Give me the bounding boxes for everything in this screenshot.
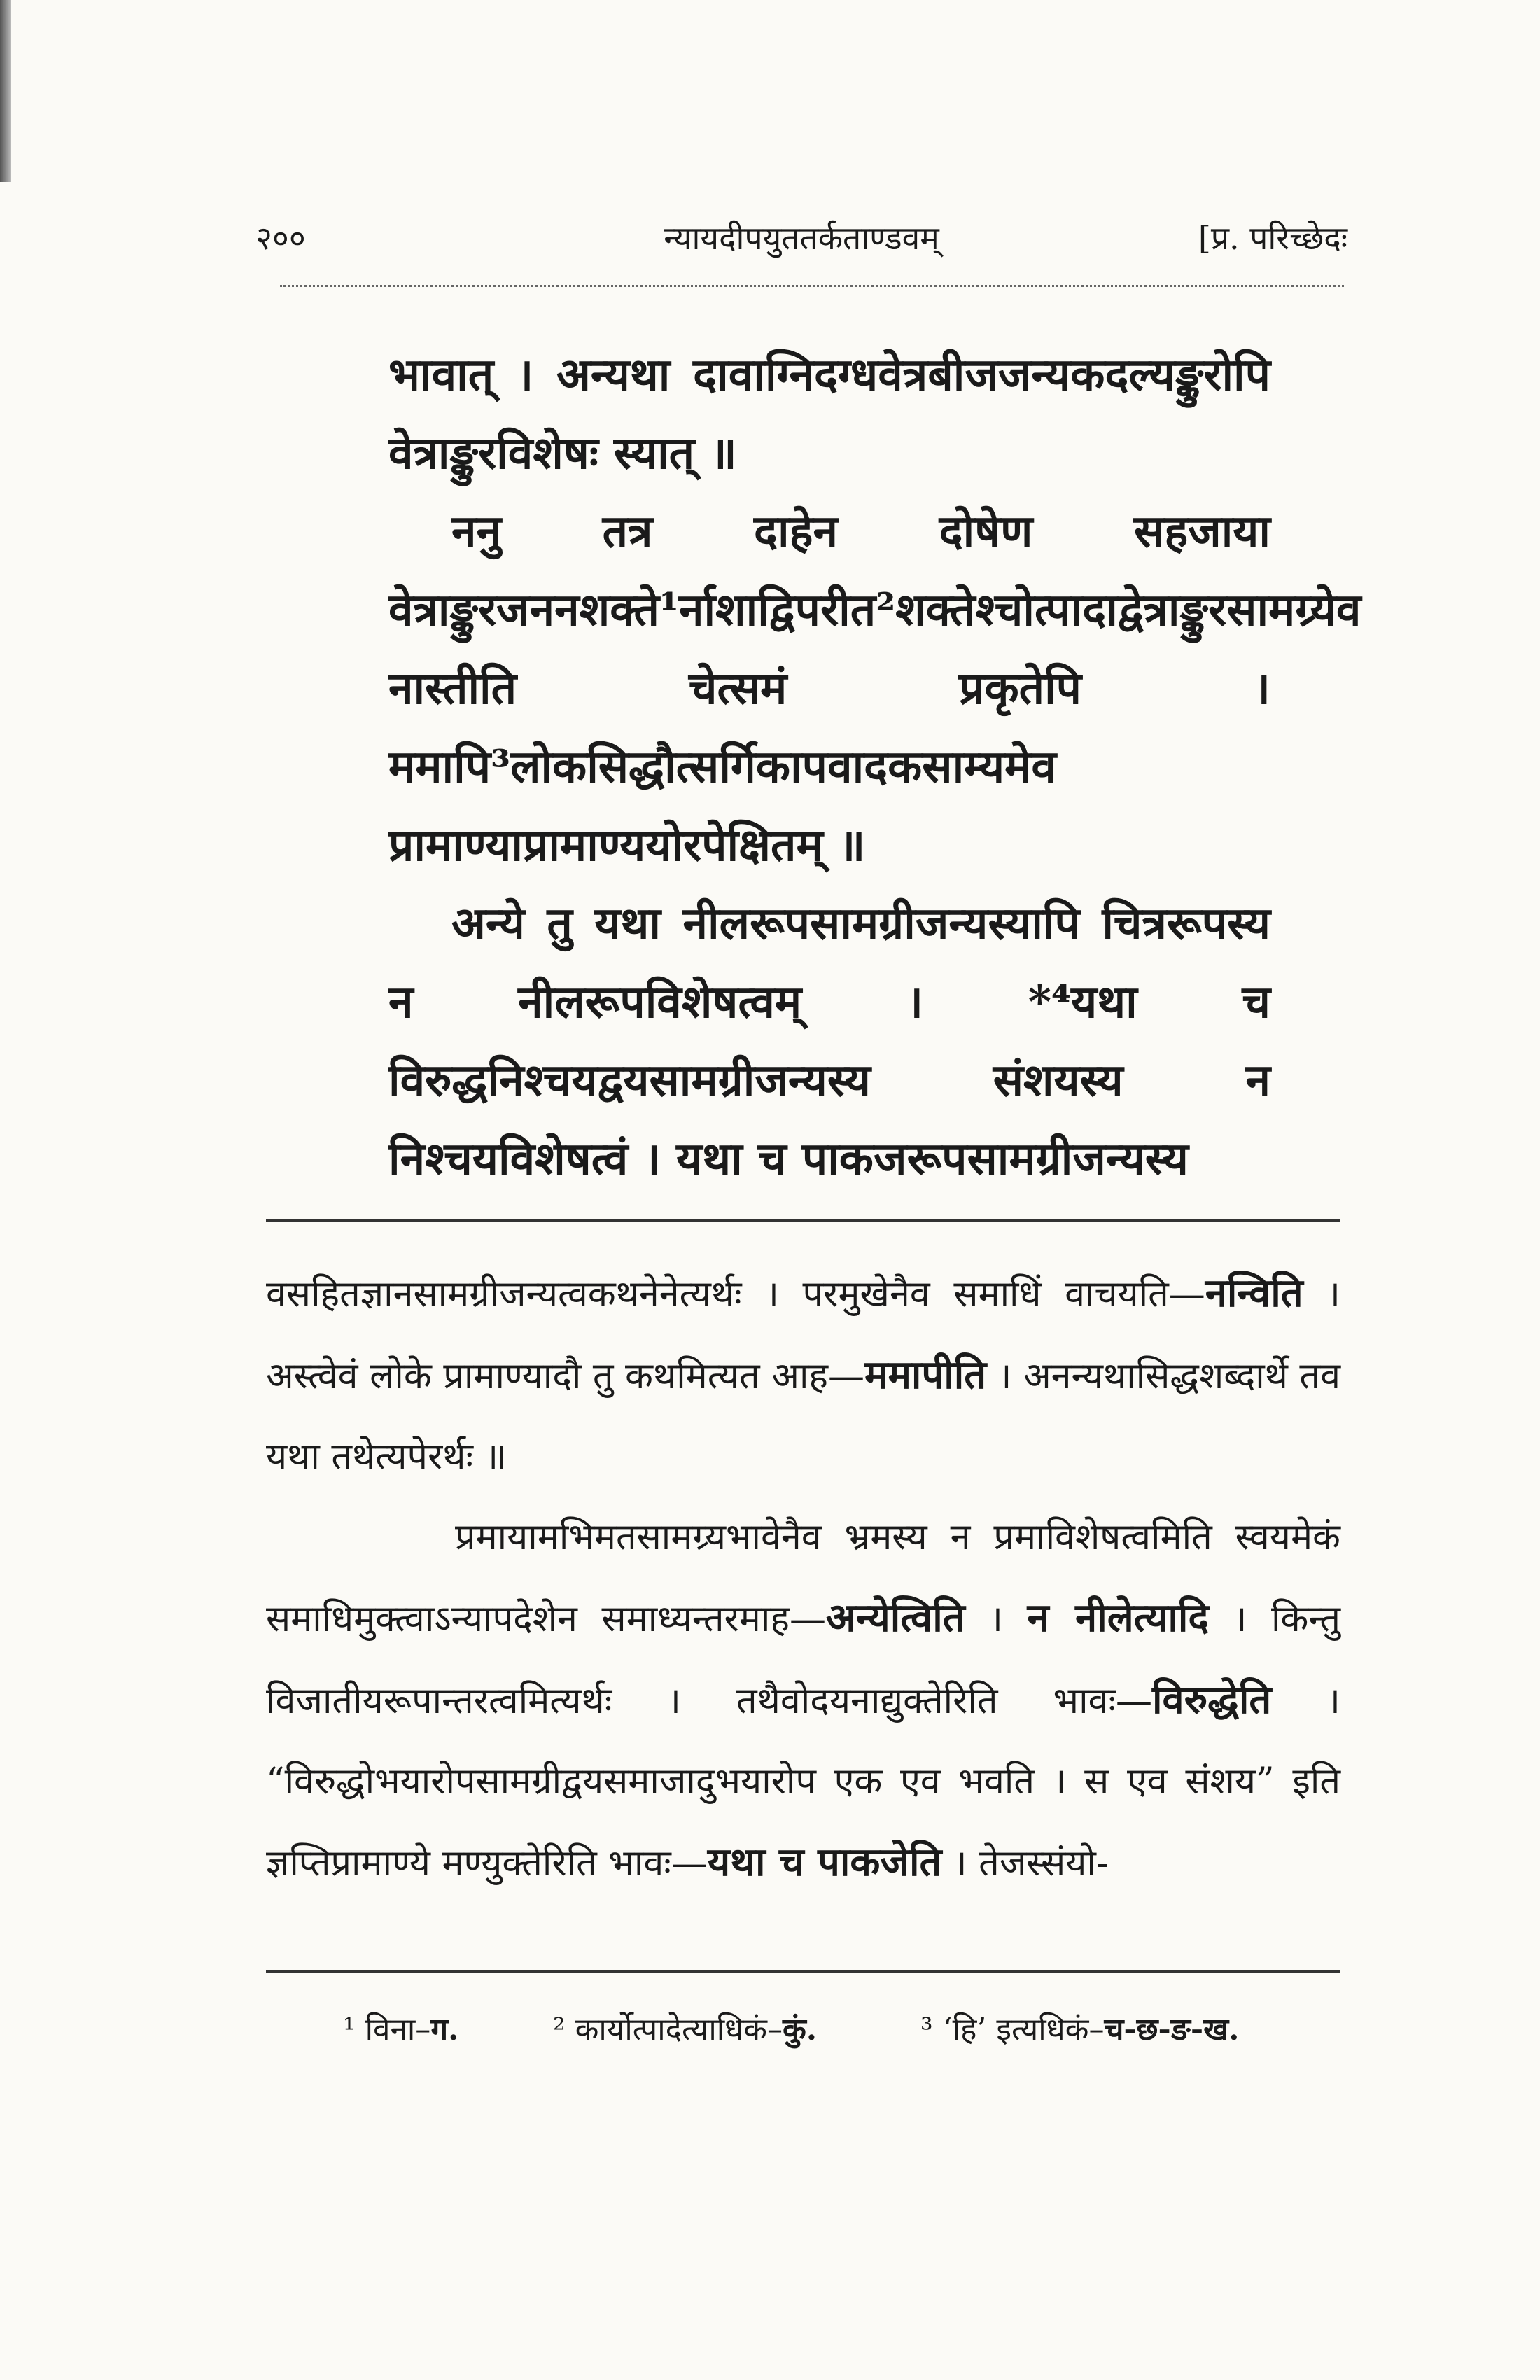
main-text — [388, 336, 1362, 1198]
lemma: नन्विति — [1205, 1270, 1303, 1316]
footnote-text: ² कार्योत्पादेत्याधिकं– — [553, 2012, 783, 2047]
lemma: न नीलेत्यादि — [1027, 1595, 1210, 1641]
commentary-span: । किन्तु विजातीयरूपान्तरत्वमित्यर्थः । तथैवोदयनाद्युक्तेरिति भावः— — [266, 1598, 1341, 1722]
lemma: यथा च पाकजेति — [707, 1839, 942, 1885]
header-ornament-line — [280, 276, 1344, 287]
section-label: [प्र. परिच्छेदः — [1198, 219, 1348, 257]
commentary-paragraph-2 — [266, 1497, 1340, 1904]
main-paragraph-2: ननु तत्र दाहेन दोषेण सहजाया वेत्राङ्कुरजननशक्ते¹र्नाशाद्विपरीत²शक्तेश्चोत्पादाद्वेत्राङ्कुरसामग्र्येव नास्तीति चेत्समं प्रकृतेपि । ममापि³लोकसिद्धौत्सर्गिकापवादकसाम्यमेव प्रामाण्याप्रामाण्ययोरपेक्षितम् ॥ — [388, 505, 1362, 872]
main-paragraph-3: अन्ये तु यथा नीलरूपसामग्रीजन्यस्यापि चित्ररूपस्य न नीलरूपविशेषत्वम् । *⁴यथा च विरुद्धनिश्चयद्वयसामग्रीजन्यस्य संशयस्य न निश्चयविशेषत्वं । यथा च पाकजरूपसामग्रीजन्यस्य — [388, 897, 1270, 1185]
footnote-text: ¹ विना– — [343, 2012, 431, 2047]
lemma: ममापीति — [864, 1352, 987, 1398]
commentary-span: प्रमायामभिमतसामग्र्यभावेनैव भ्रमस्य न प्रमाविशेषत्वमिति स्वयमेकं समाधिमुक्त्वाऽन्यापदेशेन समाध्यन्तरमाह— — [266, 1516, 1340, 1640]
running-header — [255, 210, 1348, 266]
lemma: अन्येत्विति — [826, 1595, 965, 1641]
text-commentary-divider — [266, 1219, 1340, 1222]
footnote-3 — [920, 1998, 1239, 2062]
commentary-span: । — [965, 1598, 1028, 1640]
binding-edge — [0, 0, 11, 182]
commentary-span: । अनन्यथासिद्धशब्दार्थे तव यथा तथेत्यपेरर्थः ॥ — [266, 1355, 1340, 1478]
lemma: विरुद्धेति — [1152, 1676, 1272, 1723]
book-title: न्यायदीपयुततर्कताण्डवम् — [664, 219, 939, 257]
commentary-text — [266, 1253, 1340, 1904]
manuscript-siglum: कुं. — [782, 2012, 818, 2047]
page-number: २०० — [255, 219, 306, 257]
commentary-span: । “विरुद्धोभयारोपसामग्रीद्वयसमाजादुभयारोप एक एव भवति । स एव संशय” इति ज्ञप्तिप्रामाण्ये मण्युक्तेरिति भावः— — [266, 1680, 1340, 1884]
footnote-2 — [553, 1998, 817, 2062]
footnote-text: ³ ‘हि’ इत्यधिकं– — [920, 2012, 1105, 2047]
main-paragraph-1: भावात् । अन्यथा दावाग्निदग्धवेत्रबीजजन्यकदल्यङ्कुरोपि वेत्राङ्कुरविशेषः स्यात् ॥ — [388, 349, 1270, 479]
footnote-1 — [343, 1998, 458, 2062]
commentary-span: । तेजस्संयो- — [941, 1842, 1109, 1884]
commentary-footnote-divider — [266, 1970, 1340, 1973]
manuscript-siglum: ग. — [430, 2012, 459, 2047]
manuscript-siglum: च-छ-ङ-ख. — [1104, 2012, 1240, 2047]
footnotes — [343, 1998, 1340, 2062]
commentary-span: वसहितज्ञानसामग्रीजन्यत्वकथनेनेत्यर्थः । परमुखेनैव समाधिं वाचयति— — [266, 1273, 1205, 1315]
commentary-paragraph-1 — [266, 1253, 1340, 1497]
commentary-span: । अस्त्वेवं लोके प्रामाण्यादौ तु कथमित्यत आह— — [266, 1273, 1340, 1397]
